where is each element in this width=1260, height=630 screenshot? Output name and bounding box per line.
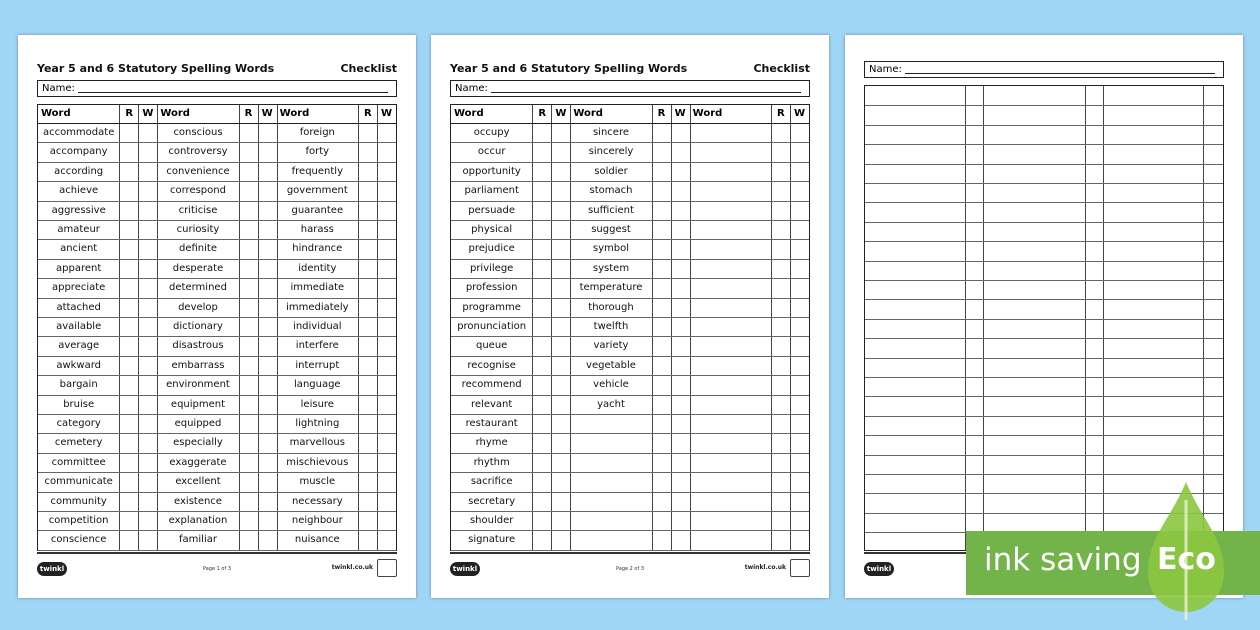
spelling-word: immediate bbox=[290, 282, 345, 294]
spelling-word: restaurant bbox=[465, 418, 518, 429]
spelling-word: forty bbox=[305, 146, 330, 158]
spelling-word: sufficient bbox=[588, 204, 634, 216]
spelling-word: develop bbox=[178, 301, 218, 313]
spelling-word: queue bbox=[476, 340, 508, 352]
header-word: Word bbox=[692, 108, 723, 119]
name-label: Name: bbox=[42, 83, 75, 94]
column-divider bbox=[771, 105, 772, 550]
page-footer bbox=[450, 552, 810, 580]
sheet-header bbox=[37, 62, 397, 76]
checklist-label: Checklist bbox=[753, 62, 810, 75]
table-row-line bbox=[451, 298, 809, 299]
spelling-word: average bbox=[58, 340, 100, 352]
spelling-word: vehicle bbox=[593, 379, 629, 391]
table-row-line bbox=[865, 164, 1223, 165]
spelling-word: interfere bbox=[295, 340, 339, 352]
table-row-line bbox=[451, 550, 809, 551]
spelling-word: physical bbox=[471, 224, 513, 235]
table-row-line bbox=[38, 278, 396, 279]
column-divider bbox=[119, 105, 120, 550]
table-row-line bbox=[865, 183, 1223, 184]
table-row-line bbox=[38, 433, 396, 434]
footer-url: twinkl.co.uk bbox=[744, 564, 786, 571]
name-line bbox=[491, 92, 801, 93]
header-write: W bbox=[142, 108, 154, 119]
spelling-word: familiar bbox=[179, 534, 217, 546]
spelling-word: occupy bbox=[473, 127, 510, 138]
spelling-word: accommodate bbox=[42, 127, 115, 138]
table-row-line bbox=[451, 395, 809, 396]
table-row-line bbox=[38, 356, 396, 357]
spelling-word: explanation bbox=[168, 515, 228, 526]
table-row-line bbox=[38, 336, 396, 337]
spelling-table bbox=[450, 104, 810, 551]
header-read: R bbox=[657, 108, 666, 119]
spelling-word: identity bbox=[298, 262, 337, 274]
table-row-line bbox=[451, 181, 809, 182]
name-label: Name: bbox=[455, 83, 488, 94]
worksheet-page-1 bbox=[18, 35, 416, 598]
column-divider bbox=[138, 105, 139, 550]
name-field[interactable] bbox=[450, 80, 810, 97]
table-row-line bbox=[865, 299, 1223, 300]
spelling-word: equipment bbox=[170, 398, 226, 410]
spelling-word: profession bbox=[465, 282, 518, 294]
spelling-word: excellent bbox=[175, 476, 221, 488]
header-read: R bbox=[364, 108, 372, 119]
table-row-line bbox=[38, 181, 396, 182]
table-row-line bbox=[865, 144, 1223, 145]
spelling-word: criticise bbox=[178, 204, 218, 216]
table-row-line bbox=[38, 375, 396, 376]
spelling-word: soldier bbox=[594, 165, 628, 177]
spelling-word: ancient bbox=[60, 243, 98, 255]
spelling-word: harass bbox=[300, 224, 334, 235]
spelling-word: curiosity bbox=[176, 224, 220, 235]
spelling-word: yacht bbox=[597, 398, 625, 410]
spelling-word: mischievous bbox=[286, 456, 349, 468]
table-row-line bbox=[38, 259, 396, 260]
spelling-word: programme bbox=[462, 301, 521, 313]
spelling-word: foreign bbox=[299, 127, 335, 138]
spelling-word: attached bbox=[56, 301, 101, 313]
table-row-line bbox=[865, 377, 1223, 378]
spelling-word: sacrifice bbox=[470, 476, 513, 488]
table-row-line bbox=[38, 472, 396, 473]
spelling-word: recognise bbox=[467, 359, 516, 371]
ink-saving-text: ink saving bbox=[984, 542, 1142, 578]
table-row-line bbox=[451, 201, 809, 202]
table-row-line bbox=[38, 239, 396, 240]
footer-url: twinkl.co.uk bbox=[331, 564, 373, 571]
spelling-word: dictionary bbox=[173, 321, 223, 332]
spelling-word: rhyme bbox=[475, 437, 508, 449]
table-row-line bbox=[38, 162, 396, 163]
table-row-line bbox=[38, 414, 396, 415]
table-row-line bbox=[865, 358, 1223, 359]
table-row-line bbox=[451, 414, 809, 415]
spelling-word: bargain bbox=[59, 379, 98, 391]
table-row-line bbox=[865, 261, 1223, 262]
spelling-word: nuisance bbox=[294, 534, 340, 546]
spelling-word: stomach bbox=[589, 185, 633, 197]
spelling-word: parliament bbox=[464, 185, 519, 197]
spelling-word: symbol bbox=[592, 243, 630, 255]
spelling-word: marvellous bbox=[289, 437, 345, 449]
sheet-title: Year 5 and 6 Statutory Spelling Words bbox=[37, 62, 275, 75]
header-read: R bbox=[777, 108, 785, 119]
spelling-word: neighbour bbox=[291, 515, 343, 526]
table-row-line bbox=[451, 492, 809, 493]
header-word: Word bbox=[41, 108, 71, 119]
table-row-line bbox=[865, 222, 1223, 223]
table-row-line bbox=[451, 123, 809, 124]
name-line bbox=[905, 73, 1215, 74]
spelling-word: language bbox=[294, 379, 341, 391]
column-divider bbox=[551, 105, 552, 550]
spelling-word: controversy bbox=[168, 146, 228, 158]
spelling-word: relevant bbox=[471, 398, 513, 410]
spelling-word: available bbox=[56, 321, 102, 332]
spelling-word: rhythm bbox=[473, 456, 510, 468]
table-row-line bbox=[865, 319, 1223, 320]
spelling-word: guarantee bbox=[291, 204, 344, 216]
table-row-line bbox=[38, 492, 396, 493]
table-row-line bbox=[451, 530, 809, 531]
table-row-line bbox=[451, 336, 809, 337]
header-word: Word bbox=[573, 108, 603, 119]
spelling-word: competition bbox=[48, 515, 109, 526]
spelling-word: correspond bbox=[170, 185, 226, 197]
spelling-word: category bbox=[56, 418, 101, 429]
table-row-line bbox=[38, 317, 396, 318]
name-field[interactable] bbox=[864, 61, 1224, 78]
spelling-word: definite bbox=[178, 243, 217, 255]
table-row-line bbox=[38, 123, 396, 124]
column-divider bbox=[377, 105, 378, 550]
table-row-line bbox=[451, 433, 809, 434]
spelling-word: recommend bbox=[461, 379, 522, 391]
spelling-word: especially bbox=[173, 437, 223, 449]
spelling-table bbox=[37, 104, 397, 551]
table-row-line bbox=[865, 202, 1223, 203]
table-row-line bbox=[451, 259, 809, 260]
header-word: Word bbox=[160, 108, 190, 119]
table-row-line bbox=[865, 474, 1223, 475]
table-row-line bbox=[865, 125, 1223, 126]
table-row-line bbox=[865, 105, 1223, 106]
sheet-title: Year 5 and 6 Statutory Spelling Words bbox=[450, 62, 688, 75]
spelling-word: frequently bbox=[291, 165, 343, 177]
spelling-word: achieve bbox=[59, 185, 99, 197]
name-field[interactable] bbox=[37, 80, 397, 97]
spelling-word: determined bbox=[169, 282, 227, 294]
table-row-line bbox=[451, 317, 809, 318]
table-row-line bbox=[451, 356, 809, 357]
header-write: W bbox=[261, 108, 273, 119]
spelling-word: desperate bbox=[172, 262, 224, 274]
table-row-line bbox=[865, 280, 1223, 281]
spelling-word: environment bbox=[166, 379, 230, 391]
column-divider bbox=[652, 105, 653, 550]
table-row-line bbox=[865, 338, 1223, 339]
spelling-word: opportunity bbox=[462, 165, 521, 177]
table-row-line bbox=[451, 278, 809, 279]
spelling-word: persuade bbox=[468, 204, 516, 216]
table-row-line bbox=[451, 511, 809, 512]
column-divider bbox=[690, 105, 691, 550]
spelling-word: temperature bbox=[579, 282, 643, 294]
spelling-word: awkward bbox=[56, 359, 101, 371]
spelling-word: conscious bbox=[173, 127, 223, 138]
spelling-word: shoulder bbox=[469, 515, 514, 526]
name-line bbox=[78, 92, 388, 93]
table-row-line bbox=[38, 220, 396, 221]
column-divider bbox=[790, 105, 791, 550]
table-row-line bbox=[38, 395, 396, 396]
spelling-word: privilege bbox=[469, 262, 514, 274]
table-row-line bbox=[38, 511, 396, 512]
spelling-word: existence bbox=[174, 495, 222, 507]
table-row-line bbox=[38, 550, 396, 551]
column-divider bbox=[358, 105, 359, 550]
column-divider bbox=[258, 105, 259, 550]
table-row-line bbox=[865, 435, 1223, 436]
spelling-word: suggest bbox=[591, 224, 631, 235]
spelling-word: signature bbox=[468, 534, 516, 546]
table-row-line bbox=[38, 298, 396, 299]
column-divider bbox=[239, 105, 240, 550]
table-row-line bbox=[451, 472, 809, 473]
spelling-word: sincerely bbox=[588, 146, 634, 158]
table-row-line bbox=[451, 453, 809, 454]
table-row-line bbox=[38, 453, 396, 454]
twinkl-logo: twinkl bbox=[864, 562, 894, 576]
name-label: Name: bbox=[869, 64, 902, 75]
header-word: Word bbox=[279, 108, 310, 119]
header-write: W bbox=[674, 108, 686, 119]
table-row-line bbox=[451, 220, 809, 221]
column-divider bbox=[671, 105, 672, 550]
spelling-word: conscience bbox=[50, 534, 107, 546]
spelling-word: variety bbox=[593, 340, 629, 352]
page-number: Page 2 of 3 bbox=[615, 566, 645, 572]
table-row-line bbox=[451, 375, 809, 376]
spelling-word: accompany bbox=[49, 146, 108, 158]
spelling-word: secretary bbox=[468, 495, 516, 507]
spelling-word: appreciate bbox=[51, 282, 106, 294]
spelling-word: sincere bbox=[592, 127, 629, 138]
quality-stamp-icon bbox=[377, 559, 397, 577]
spelling-word: lightning bbox=[295, 418, 340, 429]
header-write: W bbox=[794, 108, 806, 119]
spelling-word: bruise bbox=[63, 398, 95, 410]
table-row-line bbox=[451, 239, 809, 240]
header-write: W bbox=[381, 108, 393, 119]
spelling-word: interrupt bbox=[295, 359, 340, 371]
table-row-line bbox=[38, 201, 396, 202]
spelling-word: leisure bbox=[300, 398, 334, 410]
table-row-line bbox=[38, 142, 396, 143]
twinkl-logo: twinkl bbox=[37, 562, 67, 576]
spelling-word: community bbox=[50, 495, 107, 507]
spelling-word: aggressive bbox=[51, 204, 106, 216]
table-row-line bbox=[865, 241, 1223, 242]
spelling-word: system bbox=[592, 262, 630, 274]
table-row-line bbox=[865, 416, 1223, 417]
header-word: Word bbox=[454, 108, 484, 119]
page-footer bbox=[37, 552, 397, 580]
spelling-word: embarrass bbox=[171, 359, 225, 371]
spelling-word: necessary bbox=[291, 495, 343, 507]
spelling-word: according bbox=[54, 165, 104, 177]
spelling-word: immediately bbox=[286, 301, 349, 313]
column-divider bbox=[532, 105, 533, 550]
spelling-word: communicate bbox=[44, 476, 113, 488]
worksheet-page-2 bbox=[431, 35, 829, 598]
spelling-word: muscle bbox=[299, 476, 336, 488]
header-read: R bbox=[538, 108, 547, 119]
quality-stamp-icon bbox=[790, 559, 810, 577]
table-row-line bbox=[865, 455, 1223, 456]
spelling-word: prejudice bbox=[468, 243, 515, 255]
header-read: R bbox=[125, 108, 134, 119]
spelling-word: occur bbox=[477, 146, 506, 158]
eco-label: Eco bbox=[1157, 542, 1216, 577]
spelling-word: twelfth bbox=[593, 321, 629, 332]
twinkl-logo: twinkl bbox=[450, 562, 480, 576]
table-row-line bbox=[451, 142, 809, 143]
spelling-word: exaggerate bbox=[169, 456, 227, 468]
header-write: W bbox=[555, 108, 567, 119]
spelling-word: apparent bbox=[56, 262, 102, 274]
checklist-label: Checklist bbox=[340, 62, 397, 75]
spelling-word: disastrous bbox=[172, 340, 224, 352]
spelling-word: thorough bbox=[588, 301, 634, 313]
spelling-word: amateur bbox=[57, 224, 100, 235]
header-read: R bbox=[244, 108, 253, 119]
page-number: Page 1 of 3 bbox=[202, 566, 232, 572]
spelling-word: equipped bbox=[174, 418, 222, 429]
sheet-header bbox=[450, 62, 810, 76]
table-row-line bbox=[451, 162, 809, 163]
table-row-line bbox=[865, 396, 1223, 397]
spelling-word: hindrance bbox=[292, 243, 343, 255]
spelling-word: cemetery bbox=[54, 437, 103, 449]
spelling-word: committee bbox=[51, 456, 106, 468]
spelling-word: vegetable bbox=[586, 359, 636, 371]
spelling-word: pronunciation bbox=[457, 321, 527, 332]
spelling-word: convenience bbox=[166, 165, 230, 177]
spelling-word: individual bbox=[293, 321, 342, 332]
spelling-word: government bbox=[286, 185, 348, 197]
table-row-line bbox=[38, 530, 396, 531]
